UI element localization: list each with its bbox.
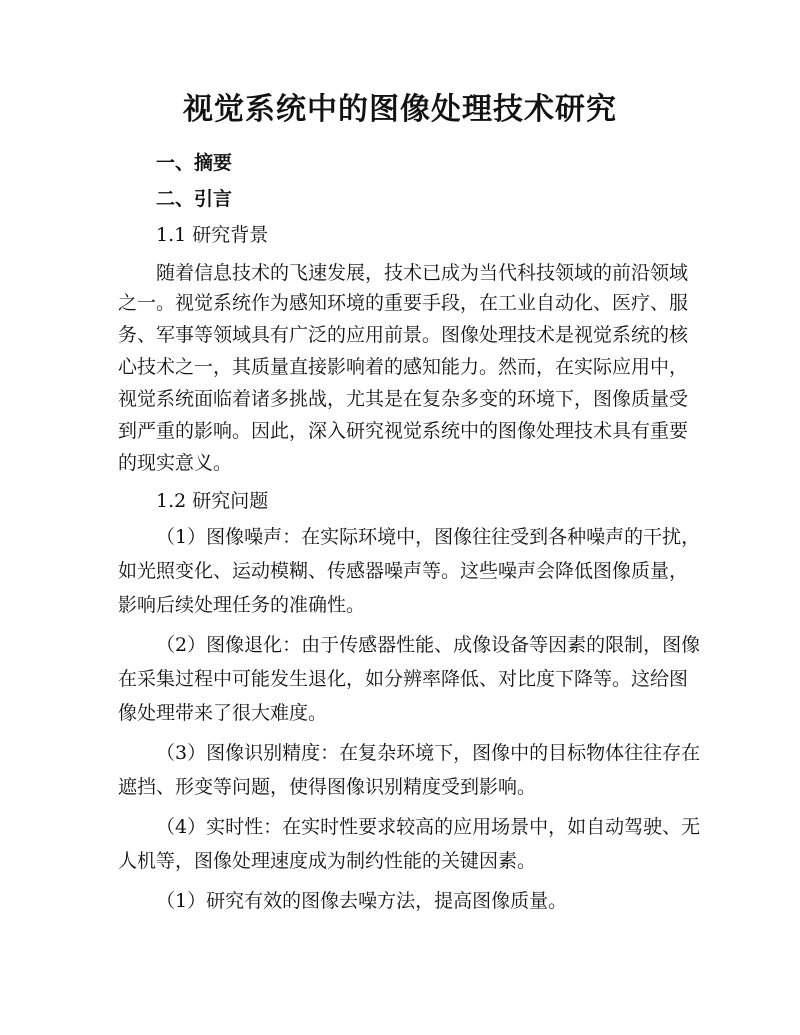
background-line: 的现实意义。 (118, 452, 233, 474)
problem-3-line: （3）图像识别精度：在复杂环境下，图像中的目标物体往往存在 (156, 742, 701, 764)
problem-2-line: （2）图像退化：由于传感器性能、成像设备等因素的限制，图像 (156, 634, 701, 656)
heading-background: 1.1 研究背景 (156, 224, 269, 246)
goal-1-line: （1）研究有效的图像去噪方法，提高图像质量。 (156, 890, 568, 912)
problem-2-line: 像处理带来了很大难度。 (118, 702, 328, 724)
document-title: 视觉系统中的图像处理技术研究 (183, 92, 617, 127)
background-line: 务、军事等领域具有广泛的应用前景。图像处理技术是视觉系统的核 (118, 324, 689, 346)
problem-1-line: （1）图像噪声：在实际环境中，图像往往受到各种噪声的干扰， (156, 526, 701, 548)
background-line: 视觉系统面临着诸多挑战，尤其是在复杂多变的环境下，图像质量受 (118, 388, 689, 410)
background-line: 随着信息技术的飞速发展，技术已成为当代科技领域的前沿领域 (156, 262, 689, 284)
problem-4-line: （4）实时性：在实时性要求较高的应用场景中，如自动驾驶、无 (156, 816, 701, 838)
heading-problems: 1.2 研究问题 (156, 490, 269, 512)
problem-4-line: 人机等，图像处理速度成为制约性能的关键因素。 (118, 850, 537, 872)
background-line: 到严重的影响。因此，深入研究视觉系统中的图像处理技术具有重要 (118, 420, 689, 442)
problem-1-line: 影响后续处理任务的准确性。 (118, 594, 366, 616)
problem-2-line: 在采集过程中可能发生退化，如分辨率降低、对比度下降等。这给图 (118, 668, 689, 690)
background-line: 心技术之一，其质量直接影响着的感知能力。然而，在实际应用中， (118, 356, 689, 378)
problem-1-line: 如光照变化、运动模糊、传感器噪声等。这些噪声会降低图像质量， (118, 560, 689, 582)
heading-abstract: 一、摘要 (156, 152, 233, 174)
problem-3-line: 遮挡、形变等问题，使得图像识别精度受到影响。 (118, 776, 537, 798)
heading-intro: 二、引言 (156, 188, 233, 210)
background-line: 之一。视觉系统作为感知环境的重要手段，在工业自动化、医疗、服 (118, 292, 689, 314)
